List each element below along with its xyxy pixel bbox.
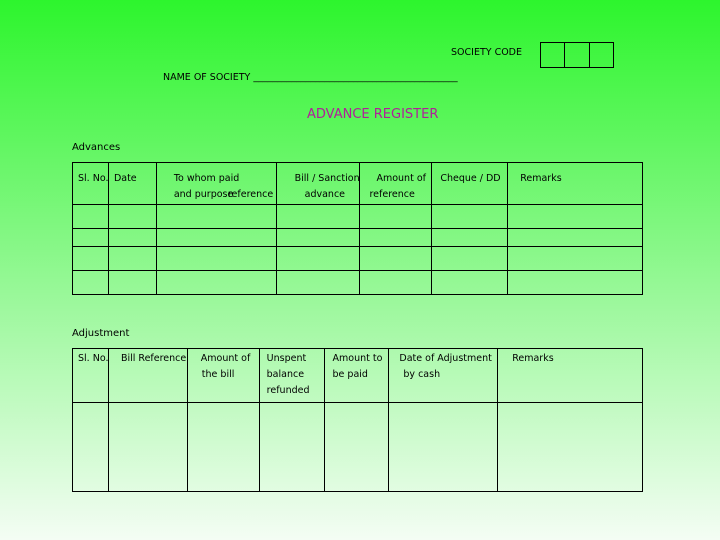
table-cell[interactable] <box>276 205 360 229</box>
table-cell[interactable] <box>108 247 156 271</box>
advances-table <box>72 162 643 295</box>
table-cell[interactable] <box>73 271 109 295</box>
table-cell[interactable] <box>156 271 276 295</box>
society-code-cell[interactable] <box>541 43 565 67</box>
header-amount-to: Amount to <box>332 353 383 364</box>
header-sl-no: Sl. No. <box>78 173 109 184</box>
header-balance: balance <box>266 369 305 380</box>
header-cell <box>498 349 643 403</box>
society-code-label: SOCIETY CODE <box>451 47 522 58</box>
header-cheque-dd: Cheque / DD <box>440 173 501 184</box>
table-cell[interactable] <box>73 229 109 247</box>
header-cell <box>508 163 643 205</box>
table-cell[interactable] <box>432 247 508 271</box>
adjustment-section-label: Adjustment <box>72 328 130 339</box>
table-cell[interactable] <box>324 403 389 492</box>
society-code-cell[interactable] <box>565 43 589 67</box>
advances-section-label: Advances <box>72 142 121 153</box>
table-cell[interactable] <box>108 229 156 247</box>
header-remarks: Remarks <box>520 173 562 184</box>
table-cell[interactable] <box>276 247 360 271</box>
header-reference-1: reference <box>227 189 274 200</box>
header-cell <box>156 163 276 205</box>
header-and-purpose: and purpose <box>173 189 234 200</box>
table-row <box>73 403 643 492</box>
table-cell[interactable] <box>156 247 276 271</box>
society-code-cell[interactable] <box>590 43 613 67</box>
header-date-of-adjustment: Date of Adjustment <box>399 353 492 364</box>
table-cell[interactable] <box>108 271 156 295</box>
adjustment-table <box>72 348 643 492</box>
header-advance: advance <box>304 189 346 200</box>
header-sl-no: Sl. No. <box>78 353 109 364</box>
table-cell[interactable] <box>276 229 360 247</box>
table-row <box>73 271 643 295</box>
header-to-whom-paid: To whom paid <box>173 173 240 184</box>
table-cell[interactable] <box>432 271 508 295</box>
header-by-cash: by cash <box>403 369 441 380</box>
adjustment-header-row <box>73 349 643 403</box>
advances-header-row <box>73 163 643 205</box>
table-cell[interactable] <box>360 247 432 271</box>
table-cell[interactable] <box>108 403 187 492</box>
header-bill-reference: Bill Reference <box>120 353 187 364</box>
table-cell[interactable] <box>259 403 324 492</box>
header-cell <box>324 349 389 403</box>
header-remarks: Remarks <box>512 353 554 364</box>
table-cell[interactable] <box>508 205 643 229</box>
header-cell <box>276 163 360 205</box>
header-cell <box>187 349 259 403</box>
society-code-boxes[interactable] <box>540 42 614 68</box>
table-cell[interactable] <box>73 205 109 229</box>
table-cell[interactable] <box>508 271 643 295</box>
table-cell[interactable] <box>360 271 432 295</box>
table-cell[interactable] <box>360 205 432 229</box>
table-cell[interactable] <box>498 403 643 492</box>
table-row <box>73 247 643 271</box>
table-row <box>73 205 643 229</box>
table-cell[interactable] <box>156 229 276 247</box>
table-cell[interactable] <box>432 205 508 229</box>
header-cell <box>389 349 498 403</box>
society-name-field: NAME OF SOCIETY ___________________________________________ <box>163 72 458 83</box>
header-refunded: refunded <box>266 385 310 396</box>
header-cell <box>360 163 432 205</box>
header-cell <box>73 163 109 205</box>
header-bill-sanction: Bill / Sanction <box>294 173 360 184</box>
table-cell[interactable] <box>508 229 643 247</box>
header-the-bill: the bill <box>201 369 235 380</box>
table-cell[interactable] <box>432 229 508 247</box>
table-cell[interactable] <box>360 229 432 247</box>
header-reference-2: reference <box>369 189 415 200</box>
header-cell <box>108 349 187 403</box>
table-cell[interactable] <box>73 403 109 492</box>
header-date: Date <box>113 173 137 184</box>
table-cell[interactable] <box>108 205 156 229</box>
table-cell[interactable] <box>156 205 276 229</box>
table-cell[interactable] <box>508 247 643 271</box>
table-cell[interactable] <box>276 271 360 295</box>
page-title: ADVANCE REGISTER <box>307 107 439 122</box>
header-amount-of: Amount of <box>200 353 251 364</box>
header-unspent: Unspent <box>266 353 307 364</box>
header-amount-of: Amount of <box>376 173 426 184</box>
header-cell <box>108 163 156 205</box>
header-be-paid: be paid <box>332 369 368 380</box>
header-cell <box>73 349 109 403</box>
table-cell[interactable] <box>389 403 498 492</box>
table-row <box>73 229 643 247</box>
table-cell[interactable] <box>187 403 259 492</box>
table-cell[interactable] <box>73 247 109 271</box>
header-cell <box>259 349 324 403</box>
header-cell <box>432 163 508 205</box>
